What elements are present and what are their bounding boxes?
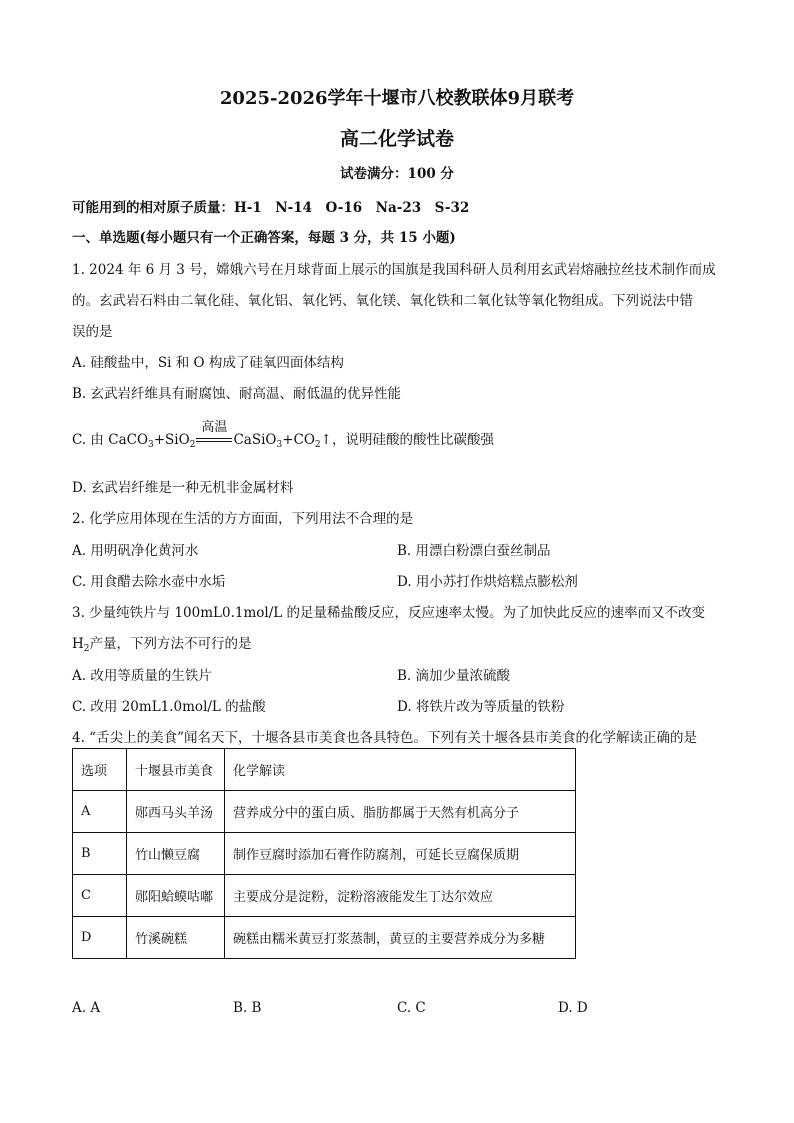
q4-stem: 4. “舌尖上的美食”闻名天下，十堰各县市美食也各具特色。下列有关十堰各县市美食的化学解读正确的是: [72, 730, 697, 746]
q4-option-a: A. A: [72, 1000, 101, 1016]
q1-stem-line3: 误的是: [72, 324, 113, 340]
table-cell: A: [73, 791, 127, 833]
q1-option-d: D. 玄武岩纤维是一种无机非金属材料: [72, 480, 294, 496]
q3-option-b: B. 滴加少量浓硫酸: [397, 668, 511, 684]
q2-option-c: C. 用食醋去除水壶中水垢: [72, 574, 226, 590]
q4-option-d: D. D: [558, 1000, 588, 1016]
table-cell: 竹山懒豆腐: [127, 833, 225, 875]
q2-option-a: A. 用明矾净化黄河水: [72, 543, 199, 559]
q3-stem-line2: [72, 632, 252, 654]
table-header-row: [73, 749, 576, 791]
section-heading: 一、单选题(每小题只有一个正确答案，每题 3 分，共 15 小题): [72, 230, 456, 246]
table-cell: 制作豆腐时添加石膏作防腐剂，可延长豆腐保质期: [225, 833, 576, 875]
exam-subtitle: 高二化学试卷: [339, 128, 454, 150]
atomic-masses: 可能用到的相对原子质量：H-1 N-14 O-16 Na-23 S-32: [72, 200, 470, 216]
q1-option-a: A. 硅酸盐中，Si 和 O 构成了硅氧四面体结构: [72, 355, 344, 371]
q1-option-c: [72, 419, 494, 450]
q3-stem-line2-text: 产量，下列方法不可行的是: [89, 636, 252, 652]
table-header-cell: 化学解读: [225, 749, 576, 791]
h2-formula: $H_2$: [72, 636, 90, 654]
reaction-condition: [196, 419, 232, 448]
q3-option-c: C. 改用 20mL1.0mol/L 的盐酸: [72, 699, 266, 715]
table-cell: C: [73, 875, 127, 917]
table-header-cell: 十堰县市美食: [127, 749, 225, 791]
q2-option-b: B. 用漂白粉漂白蚕丝制品: [397, 543, 551, 559]
q3-option-d: D. 将铁片改为等质量的铁粉: [397, 699, 565, 715]
q1-option-c-prefix: C. 由: [72, 432, 109, 448]
q4-option-b: B. B: [233, 1000, 262, 1016]
food-table: [72, 748, 576, 959]
q1-stem-line2: 的。玄武岩石料由二氧化硅、氧化铝、氧化钙、氧化镁、氧化铁和二氧化钛等氧化物组成。下列说法中错: [72, 293, 693, 309]
q2-option-d: D. 用小苏打作烘焙糕点膨松剂: [397, 574, 578, 590]
exam-title: 2025-2026学年十堰市八校教联体9月联考: [219, 88, 575, 109]
table-cell: 碗糕由糯米黄豆打浆蒸制，黄豆的主要营养成分为多糖: [225, 917, 576, 959]
table-cell: D: [73, 917, 127, 959]
table-cell: 主要成分是淀粉，淀粉溶液能发生丁达尔效应: [225, 875, 576, 917]
reaction-reactants: CaCO$_3$+SiO$_2$: [108, 432, 196, 450]
q2-stem: 2. 化学应用体现在生活的方方面面，下列用法不合理的是: [72, 511, 414, 527]
full-score: 试卷满分：100 分: [340, 166, 454, 182]
table-row: [73, 791, 576, 833]
table-cell: B: [73, 833, 127, 875]
table-cell: 郧阳蛤蟆咕嘟: [127, 875, 225, 917]
reaction-products: $CaSiO_3+CO_2↑$: [233, 432, 332, 450]
q3-stem-line1: 3. 少量纯铁片与 100mL0.1mol/L 的足量稀盐酸反应，反应速率太慢。为了加快此反应的速率而又不改变: [72, 605, 706, 621]
table-row: [73, 917, 576, 959]
q4-option-c: C. C: [397, 1000, 426, 1016]
table-row: [73, 875, 576, 917]
q1-stem-line1: 1. 2024 年 6 月 3 号，嫦娥六号在月球背面上展示的国旗是我国科研人员利用玄武岩熔融拉丝技术制作而成: [72, 262, 716, 278]
table-row: [73, 833, 576, 875]
table-cell: 郧西马头羊汤: [127, 791, 225, 833]
q1-option-b: B. 玄武岩纤维具有耐腐蚀、耐高温、耐低温的优异性能: [72, 386, 402, 402]
reaction-condition-text: 高温: [201, 419, 228, 435]
q3-option-a: A. 改用等质量的生铁片: [72, 668, 212, 684]
q1-option-c-suffix: ，说明硅酸的酸性比碳酸强: [331, 432, 494, 448]
table-cell: 竹溪碗糕: [127, 917, 225, 959]
table-header-cell: 选项: [73, 749, 127, 791]
table-cell: 营养成分中的蛋白质、脂肪都属于天然有机高分子: [225, 791, 576, 833]
